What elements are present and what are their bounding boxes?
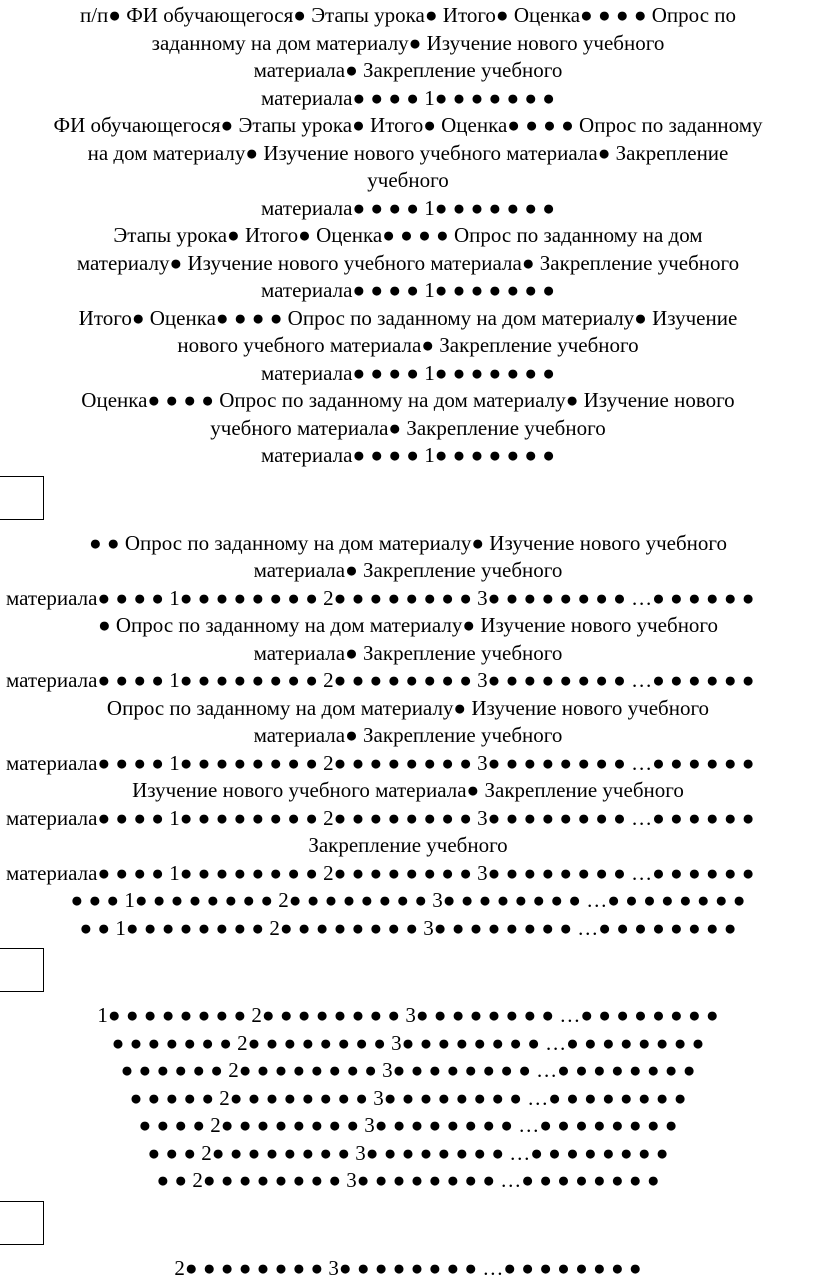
- text-line: ● Опрос по заданному на дом материалу● Изучение нового учебного: [4, 612, 812, 640]
- text-line: учебного: [4, 167, 812, 195]
- text-line: материала● Закрепление учебного: [4, 57, 812, 85]
- text-line: Опрос по заданному на дом материалу● Изучение нового учебного: [4, 695, 812, 723]
- text-line: ● ● ● ● ● 2● ● ● ● ● ● ● ● 3● ● ● ● ● ● ● ● …● ● ● ● ● ● ● ●: [4, 1085, 812, 1113]
- text-line: 2● ● ● ● ● ● ● ● 3● ● ● ● ● ● ● ● …● ● ● ● ● ● ● ●: [4, 1255, 812, 1282]
- text-line: на дом материалу● Изучение нового учебного материала● Закрепление: [4, 140, 812, 168]
- text-line: Закрепление учебного: [4, 832, 812, 860]
- text-line: ● ● ● ● ● ● ● 2● ● ● ● ● ● ● ● 3● ● ● ● ● ● ● ● …● ● ● ● ● ● ● ●: [4, 1030, 812, 1058]
- text-line: материала● Закрепление учебного: [4, 557, 812, 585]
- text-line: материала● Закрепление учебного: [4, 722, 812, 750]
- text-line: Изучение нового учебного материала● Закрепление учебного: [4, 777, 812, 805]
- text-line: 1● ● ● ● ● ● ● ● 2● ● ● ● ● ● ● ● 3● ● ● ● ● ● ● ● …● ● ● ● ● ● ● ●: [4, 1002, 812, 1030]
- text-line: ● ● ● ● ● ● 2● ● ● ● ● ● ● ● 3● ● ● ● ● ● ● ● …● ● ● ● ● ● ● ●: [4, 1057, 812, 1085]
- text-line: ● ● Опрос по заданному на дом материалу● Изучение нового учебного: [4, 530, 812, 558]
- paragraph: [0, 222, 816, 305]
- text-line: материала● ● ● ● 1● ● ● ● ● ● ● ● 2● ● ● ● ● ● ● ● 3● ● ● ● ● ● ● ● …● ● ● ● ● ●: [4, 860, 812, 888]
- text-group-3: [0, 1002, 816, 1195]
- text-group-1: [0, 2, 816, 470]
- text-line: п/п● ФИ обучающегося● Этапы урока● Итого● Оценка● ● ● ● Опрос по: [4, 2, 812, 30]
- paragraph: [0, 612, 816, 695]
- text-line: учебного материала● Закрепление учебного: [4, 415, 812, 443]
- text-line: ● ● ● ● 2● ● ● ● ● ● ● ● 3● ● ● ● ● ● ● ● …● ● ● ● ● ● ● ●: [4, 1112, 812, 1140]
- table-cell-box: [0, 476, 44, 520]
- paragraph: [0, 2, 816, 112]
- paragraph: [0, 112, 816, 222]
- text-line: нового учебного материала● Закрепление учебного: [4, 332, 812, 360]
- text-line: Итого● Оценка● ● ● ● Опрос по заданному на дом материалу● Изучение: [4, 305, 812, 333]
- text-line: ● ● ● 1● ● ● ● ● ● ● ● 2● ● ● ● ● ● ● ● 3● ● ● ● ● ● ● ● …● ● ● ● ● ● ● ●: [4, 887, 812, 915]
- text-line: ● ● 2● ● ● ● ● ● ● ● 3● ● ● ● ● ● ● ● …● ● ● ● ● ● ● ●: [4, 1167, 812, 1195]
- text-line: материала● ● ● ● 1● ● ● ● ● ● ●: [4, 195, 812, 223]
- paragraph: [0, 530, 816, 613]
- paragraph: [0, 387, 816, 470]
- text-line: материала● ● ● ● 1● ● ● ● ● ● ● ● 2● ● ● ● ● ● ● ● 3● ● ● ● ● ● ● ● …● ● ● ● ● ●: [4, 585, 812, 613]
- text-line: ФИ обучающегося● Этапы урока● Итого● Оценка● ● ● ● Опрос по заданному: [4, 112, 812, 140]
- text-line: материала● ● ● ● 1● ● ● ● ● ● ● ● 2● ● ● ● ● ● ● ● 3● ● ● ● ● ● ● ● …● ● ● ● ● ●: [4, 750, 812, 778]
- paragraph: [0, 887, 816, 915]
- paragraph: [0, 695, 816, 778]
- text-line: материала● Закрепление учебного: [4, 640, 812, 668]
- text-line: материала● ● ● ● 1● ● ● ● ● ● ● ● 2● ● ● ● ● ● ● ● 3● ● ● ● ● ● ● ● …● ● ● ● ● ●: [4, 667, 812, 695]
- text-line: материала● ● ● ● 1● ● ● ● ● ● ●: [4, 277, 812, 305]
- paragraph: [0, 777, 816, 832]
- text-line: материала● ● ● ● 1● ● ● ● ● ● ●: [4, 85, 812, 113]
- text-line: материала● ● ● ● 1● ● ● ● ● ● ● ● 2● ● ● ● ● ● ● ● 3● ● ● ● ● ● ● ● …● ● ● ● ● ●: [4, 805, 812, 833]
- text-line: материала● ● ● ● 1● ● ● ● ● ● ●: [4, 442, 812, 470]
- text-group-2: [0, 530, 816, 943]
- text-line: материалу● Изучение нового учебного материала● Закрепление учебного: [4, 250, 812, 278]
- text-line: заданному на дом материалу● Изучение нового учебного: [4, 30, 812, 58]
- text-line: материала● ● ● ● 1● ● ● ● ● ● ●: [4, 360, 812, 388]
- paragraph: [0, 832, 816, 887]
- text-line: Этапы урока● Итого● Оценка● ● ● ● Опрос по заданному на дом: [4, 222, 812, 250]
- text-line: Оценка● ● ● ● Опрос по заданному на дом материалу● Изучение нового: [4, 387, 812, 415]
- text-line: ● ● ● 2● ● ● ● ● ● ● ● 3● ● ● ● ● ● ● ● …● ● ● ● ● ● ● ●: [4, 1140, 812, 1168]
- table-cell-box: [0, 1201, 44, 1245]
- table-cell-box: [0, 948, 44, 992]
- paragraph: [0, 305, 816, 388]
- paragraph: [0, 915, 816, 943]
- document: [0, 2, 816, 1282]
- text-group-4: [0, 1255, 816, 1282]
- text-line: ● ● 1● ● ● ● ● ● ● ● 2● ● ● ● ● ● ● ● 3● ● ● ● ● ● ● ● …● ● ● ● ● ● ● ●: [4, 915, 812, 943]
